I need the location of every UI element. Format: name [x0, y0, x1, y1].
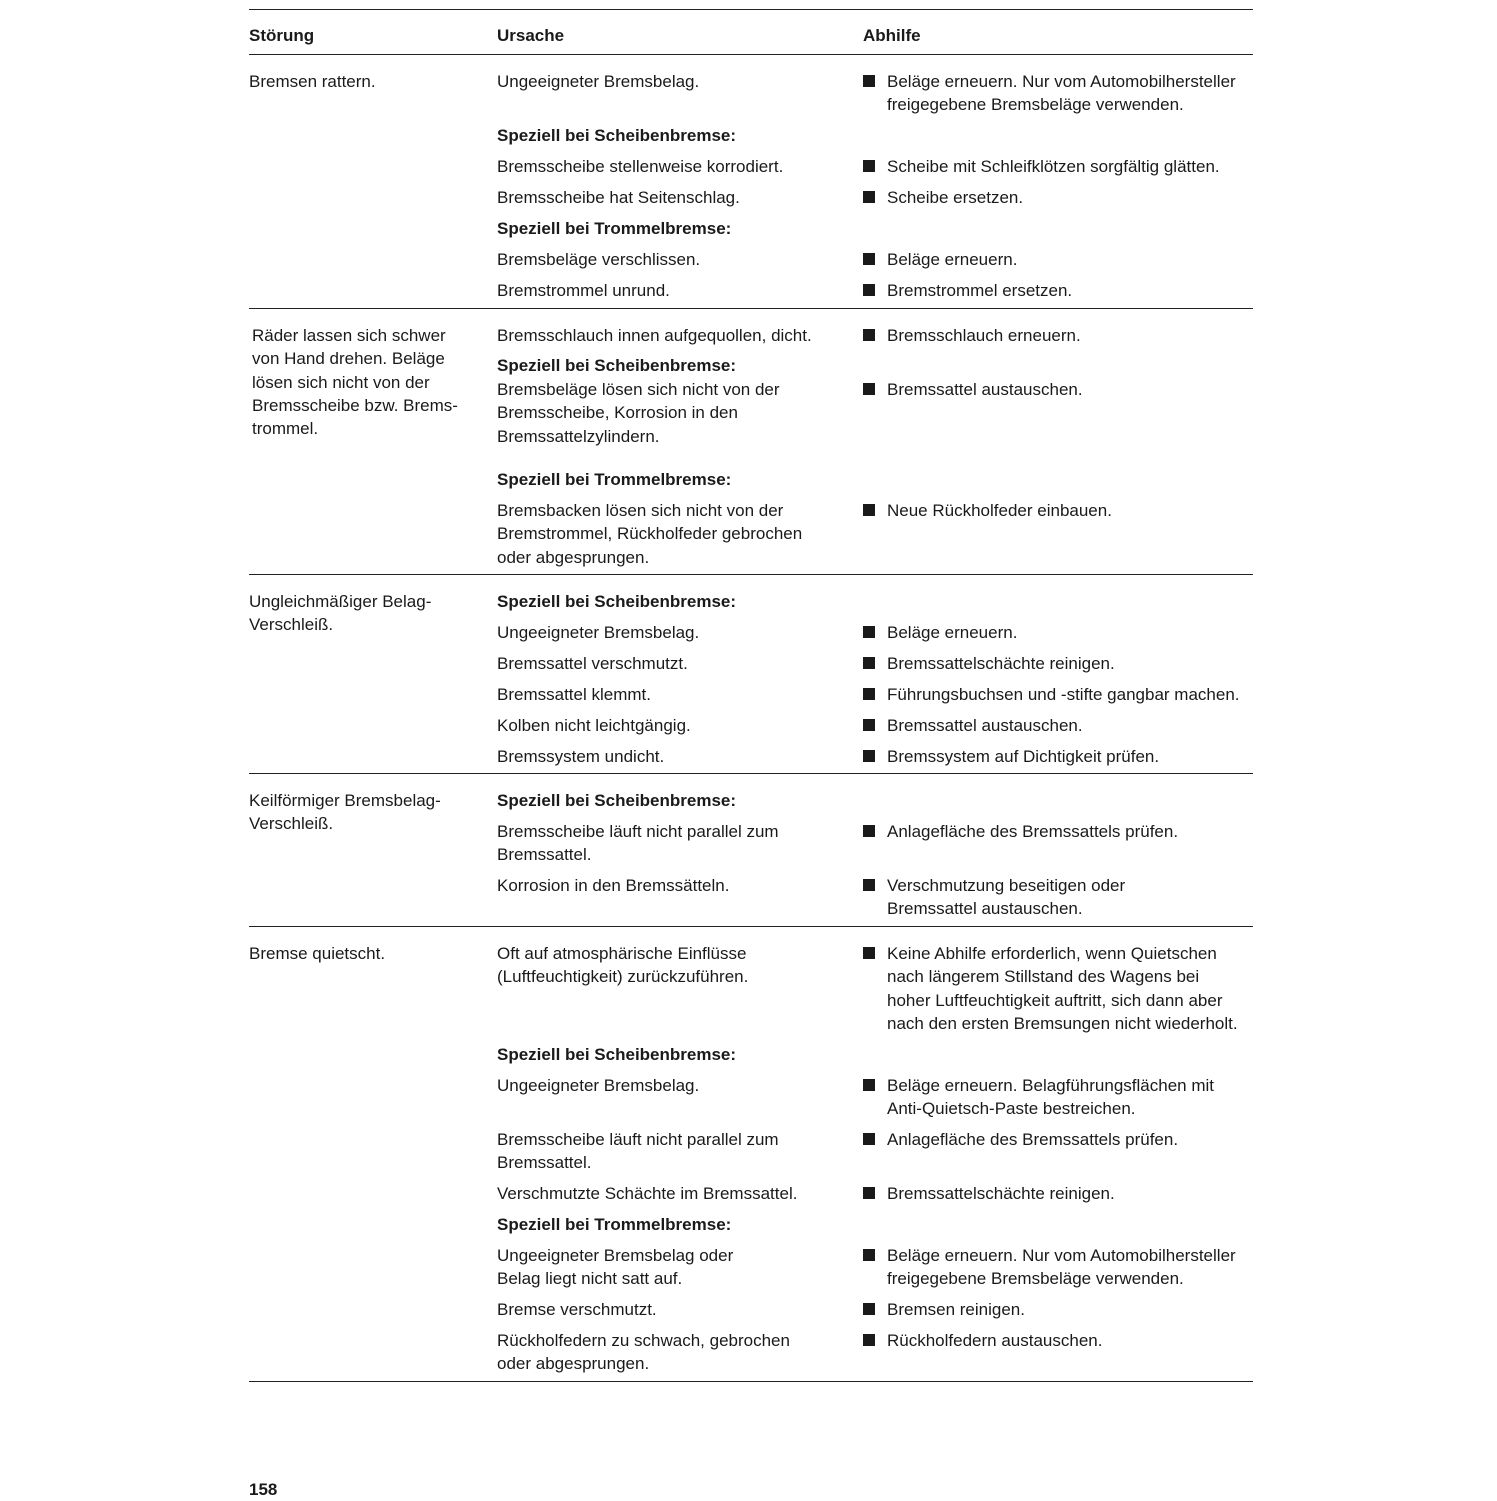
- square-bullet-icon: [863, 825, 875, 837]
- ursache-text: Bremssattel verschmutzt.: [497, 654, 688, 673]
- square-bullet-icon: [863, 750, 875, 762]
- square-bullet-icon: [863, 1133, 875, 1145]
- square-bullet-icon: [863, 253, 875, 265]
- header-ursache: Ursache: [497, 26, 565, 45]
- subheading: Speziell bei Scheibenbremse:: [497, 1045, 737, 1064]
- subheading: Speziell bei Trommelbremse:: [497, 219, 732, 238]
- ursache-text: Bremsbeläge lösen sich nicht von der Bremsscheibe, Korrosion in den Bremssattelzylindern.: [497, 380, 780, 446]
- square-bullet-icon: [863, 719, 875, 731]
- abhilfe-text: Bremssattelschächte reinigen.: [887, 1184, 1115, 1203]
- header-stoerung: Störung: [249, 26, 315, 45]
- subheading: Speziell bei Trommelbremse:: [497, 470, 732, 489]
- ursache-text: Korrosion in den Bremssätteln.: [497, 876, 730, 895]
- ursache-text: Bremsbeläge verschlissen.: [497, 250, 701, 269]
- abhilfe-text: Bremsen reinigen.: [887, 1300, 1025, 1319]
- abhilfe-text: Bremssattel austauschen.: [887, 716, 1083, 735]
- stoerung-text: Bremsen rattern.: [249, 72, 376, 91]
- abhilfe-text: Neue Rückholfeder einbauen.: [887, 501, 1112, 520]
- ursache-text: Oft auf atmosphärische Einflüsse (Luftfeuchtigkeit) zurückzuführen.: [497, 944, 749, 987]
- abhilfe-text: Verschmutzung beseitigen oder Bremssattel austauschen.: [887, 876, 1126, 919]
- abhilfe-text: Bremssattel austauschen.: [887, 380, 1083, 399]
- ursache-text: Rückholfedern zu schwach, gebrochen oder abgesprungen.: [497, 1331, 790, 1374]
- troubleshooting-table: [249, 9, 1253, 1382]
- abhilfe-text: Beläge erneuern.: [887, 250, 1018, 269]
- abhilfe-text: Keine Abhilfe erforderlich, wenn Quietschen nach längerem Stillstand des Wagens bei hoher Luftfeuchtigkeit auftritt, sich dann aber nach den ersten Bremsungen nicht wiederholt.: [887, 944, 1238, 1033]
- abhilfe-text: Beläge erneuern. Nur vom Automobilhersteller freigegebene Bremsbeläge verwenden.: [887, 1246, 1236, 1289]
- square-bullet-icon: [863, 879, 875, 891]
- subheading: Speziell bei Trommelbremse:: [497, 1215, 732, 1234]
- ursache-text: Bremsscheibe läuft nicht parallel zum Bremssattel.: [497, 1130, 779, 1173]
- square-bullet-icon: [863, 688, 875, 700]
- square-bullet-icon: [863, 1079, 875, 1091]
- ursache-text: Kolben nicht leichtgängig.: [497, 716, 691, 735]
- square-bullet-icon: [863, 1334, 875, 1346]
- subheading: Speziell bei Scheibenbremse:: [497, 592, 737, 611]
- square-bullet-icon: [863, 657, 875, 669]
- ursache-text: Bremsscheibe läuft nicht parallel zum Bremssattel.: [497, 822, 779, 865]
- table-group: [249, 774, 1253, 927]
- ursache-text: Bremsschlauch innen aufgequollen, dicht.: [497, 326, 812, 345]
- abhilfe-text: Scheibe ersetzen.: [887, 188, 1024, 207]
- stoerung-text: Ungleichmäßiger Belag-Verschleiß.: [249, 592, 432, 635]
- subheading: Speziell bei Scheibenbremse:: [497, 356, 737, 375]
- ursache-text: Verschmutzte Schächte im Bremssattel.: [497, 1184, 798, 1203]
- table-header: [249, 10, 1253, 55]
- table-body: [249, 55, 1253, 1382]
- table-group: [249, 55, 1253, 309]
- abhilfe-text: Bremstrommel ersetzen.: [887, 281, 1073, 300]
- page-number: 158: [249, 1480, 278, 1499]
- abhilfe-text: Scheibe mit Schleifklötzen sorgfältig glätten.: [887, 157, 1220, 176]
- table-group: [249, 575, 1253, 774]
- square-bullet-icon: [863, 1303, 875, 1315]
- subheading: Speziell bei Scheibenbremse:: [497, 791, 737, 810]
- square-bullet-icon: [863, 1187, 875, 1199]
- ursache-text: Bremse verschmutzt.: [497, 1300, 657, 1319]
- ursache-text: Ungeeigneter Bremsbelag.: [497, 72, 700, 91]
- abhilfe-text: Bremssystem auf Dichtigkeit prüfen.: [887, 747, 1160, 766]
- abhilfe-text: Anlagefläche des Bremssattels prüfen.: [887, 822, 1179, 841]
- abhilfe-text: Anlagefläche des Bremssattels prüfen.: [887, 1130, 1179, 1149]
- square-bullet-icon: [863, 329, 875, 341]
- stoerung-text: Räder lassen sich schwer von Hand drehen. Beläge lösen sich nicht von der Bremsscheibe bzw. Brems-trommel.: [252, 326, 458, 439]
- stoerung-text: Bremse quietscht.: [249, 944, 386, 963]
- abhilfe-text: Beläge erneuern. Belagführungsflächen mit Anti-Quietsch-Paste bestreichen.: [887, 1076, 1214, 1119]
- square-bullet-icon: [863, 383, 875, 395]
- square-bullet-icon: [863, 504, 875, 516]
- stoerung-text: Keilförmiger Bremsbelag-Verschleiß.: [249, 791, 441, 834]
- ursache-text: Bremsscheibe hat Seitenschlag.: [497, 188, 740, 207]
- square-bullet-icon: [863, 191, 875, 203]
- abhilfe-text: Rückholfedern austauschen.: [887, 1331, 1103, 1350]
- table-group: [249, 309, 1253, 575]
- square-bullet-icon: [863, 947, 875, 959]
- abhilfe-text: Bremssattelschächte reinigen.: [887, 654, 1115, 673]
- table-group: [249, 927, 1253, 1382]
- abhilfe-text: Führungsbuchsen und -stifte gangbar machen.: [887, 685, 1240, 704]
- ursache-text: Ungeeigneter Bremsbelag.: [497, 623, 700, 642]
- ursache-text: Bremsbacken lösen sich nicht von der Bremstrommel, Rückholfeder gebrochen oder abgesprungen.: [497, 501, 803, 567]
- header-abhilfe: Abhilfe: [863, 26, 921, 45]
- abhilfe-text: Bremsschlauch erneuern.: [887, 326, 1081, 345]
- square-bullet-icon: [863, 626, 875, 638]
- ursache-text: Ungeeigneter Bremsbelag.: [497, 1076, 700, 1095]
- square-bullet-icon: [863, 1249, 875, 1261]
- ursache-text: Bremstrommel unrund.: [497, 281, 670, 300]
- abhilfe-text: Beläge erneuern. Nur vom Automobilhersteller freigegebene Bremsbeläge verwenden.: [887, 72, 1236, 115]
- ursache-text: Ungeeigneter Bremsbelag oder Belag liegt nicht satt auf.: [497, 1246, 734, 1289]
- abhilfe-text: Beläge erneuern.: [887, 623, 1018, 642]
- ursache-text: Bremssattel klemmt.: [497, 685, 651, 704]
- square-bullet-icon: [863, 75, 875, 87]
- ursache-text: Bremsscheibe stellenweise korrodiert.: [497, 157, 784, 176]
- square-bullet-icon: [863, 284, 875, 296]
- ursache-text: Bremssystem undicht.: [497, 747, 665, 766]
- subheading: Speziell bei Scheibenbremse:: [497, 126, 737, 145]
- square-bullet-icon: [863, 160, 875, 172]
